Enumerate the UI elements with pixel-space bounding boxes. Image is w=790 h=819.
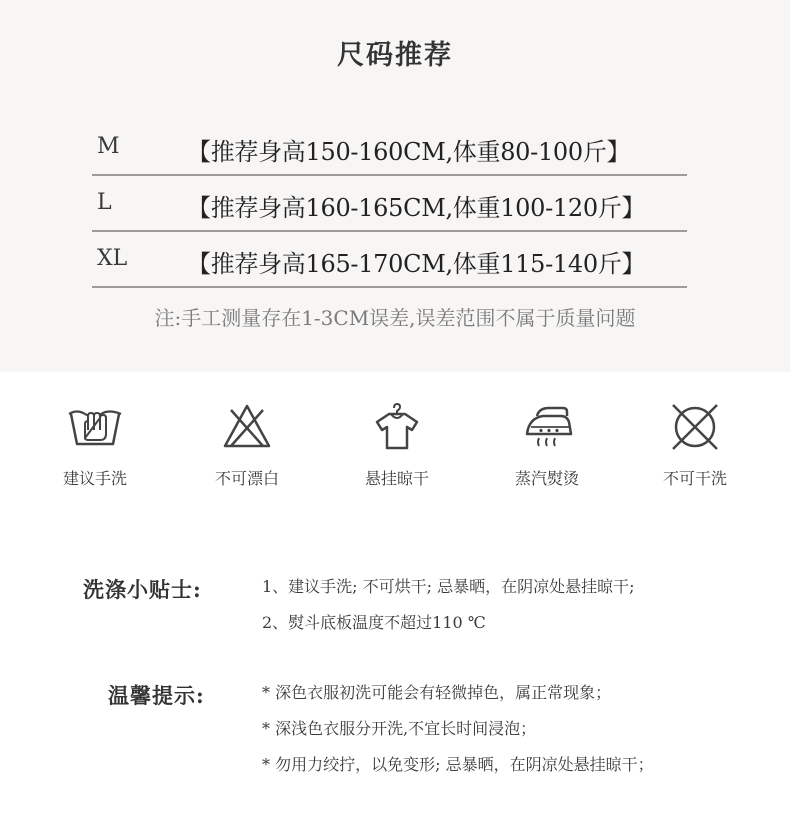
care-item-steam-iron [482,400,612,489]
warm-tips-heading: 温馨提示: [108,683,205,708]
hand-wash-icon [65,400,125,452]
no-bleach-icon [217,400,277,452]
wash-tip-line: 2、熨斗底板温度不超过110 ℃ [262,613,486,632]
steam-iron-icon [517,400,577,452]
care-item-hang-dry [332,400,462,489]
care-item-no-dry-clean [630,400,760,489]
size-name: XL [97,246,128,271]
care-label: 不可漂白 [214,469,279,488]
care-label: 不可干洗 [662,469,727,488]
page-title: 尺码推荐 [337,40,453,71]
size-description: 【推荐身高160-165CM,体重100-120斤】 [187,194,646,222]
size-description: 【推荐身高165-170CM,体重115-140斤】 [187,250,646,278]
size-name: M [97,134,120,159]
wash-tips-heading: 洗涤小贴士: [83,577,202,602]
care-label: 蒸汽熨烫 [514,469,579,488]
care-item-hand-wash [30,400,160,489]
size-row-m [92,122,687,176]
measurement-note: 注:手工测量存在1-3CM误差,误差范围不属于质量问题 [154,306,636,330]
warm-tip-line: * 深浅色衣服分开洗,不宜长时间浸泡； [262,719,537,738]
size-description: 【推荐身高150-160CM,体重80-100斤】 [187,138,631,166]
wash-tip-line: 1、建议手洗; 不可烘干; 忌暴晒，在阴凉处悬挂晾干; [262,577,635,596]
warm-tip-line: * 勿用力绞拧，以免变形; 忌暴晒，在阴凉处悬挂晾干； [262,755,654,774]
care-label: 建议手洗 [62,469,127,488]
care-label: 悬挂晾干 [364,469,429,488]
size-row-l [92,178,687,232]
warm-tip-line: * 深色衣服初洗可能会有轻微掉色，属正常现象； [262,683,612,702]
no-tumble-dry-icon [665,400,725,452]
size-table [92,122,687,288]
size-name: L [97,190,112,215]
care-item-no-bleach [182,400,312,489]
size-row-xl [92,234,687,288]
hang-dry-icon [367,400,427,452]
